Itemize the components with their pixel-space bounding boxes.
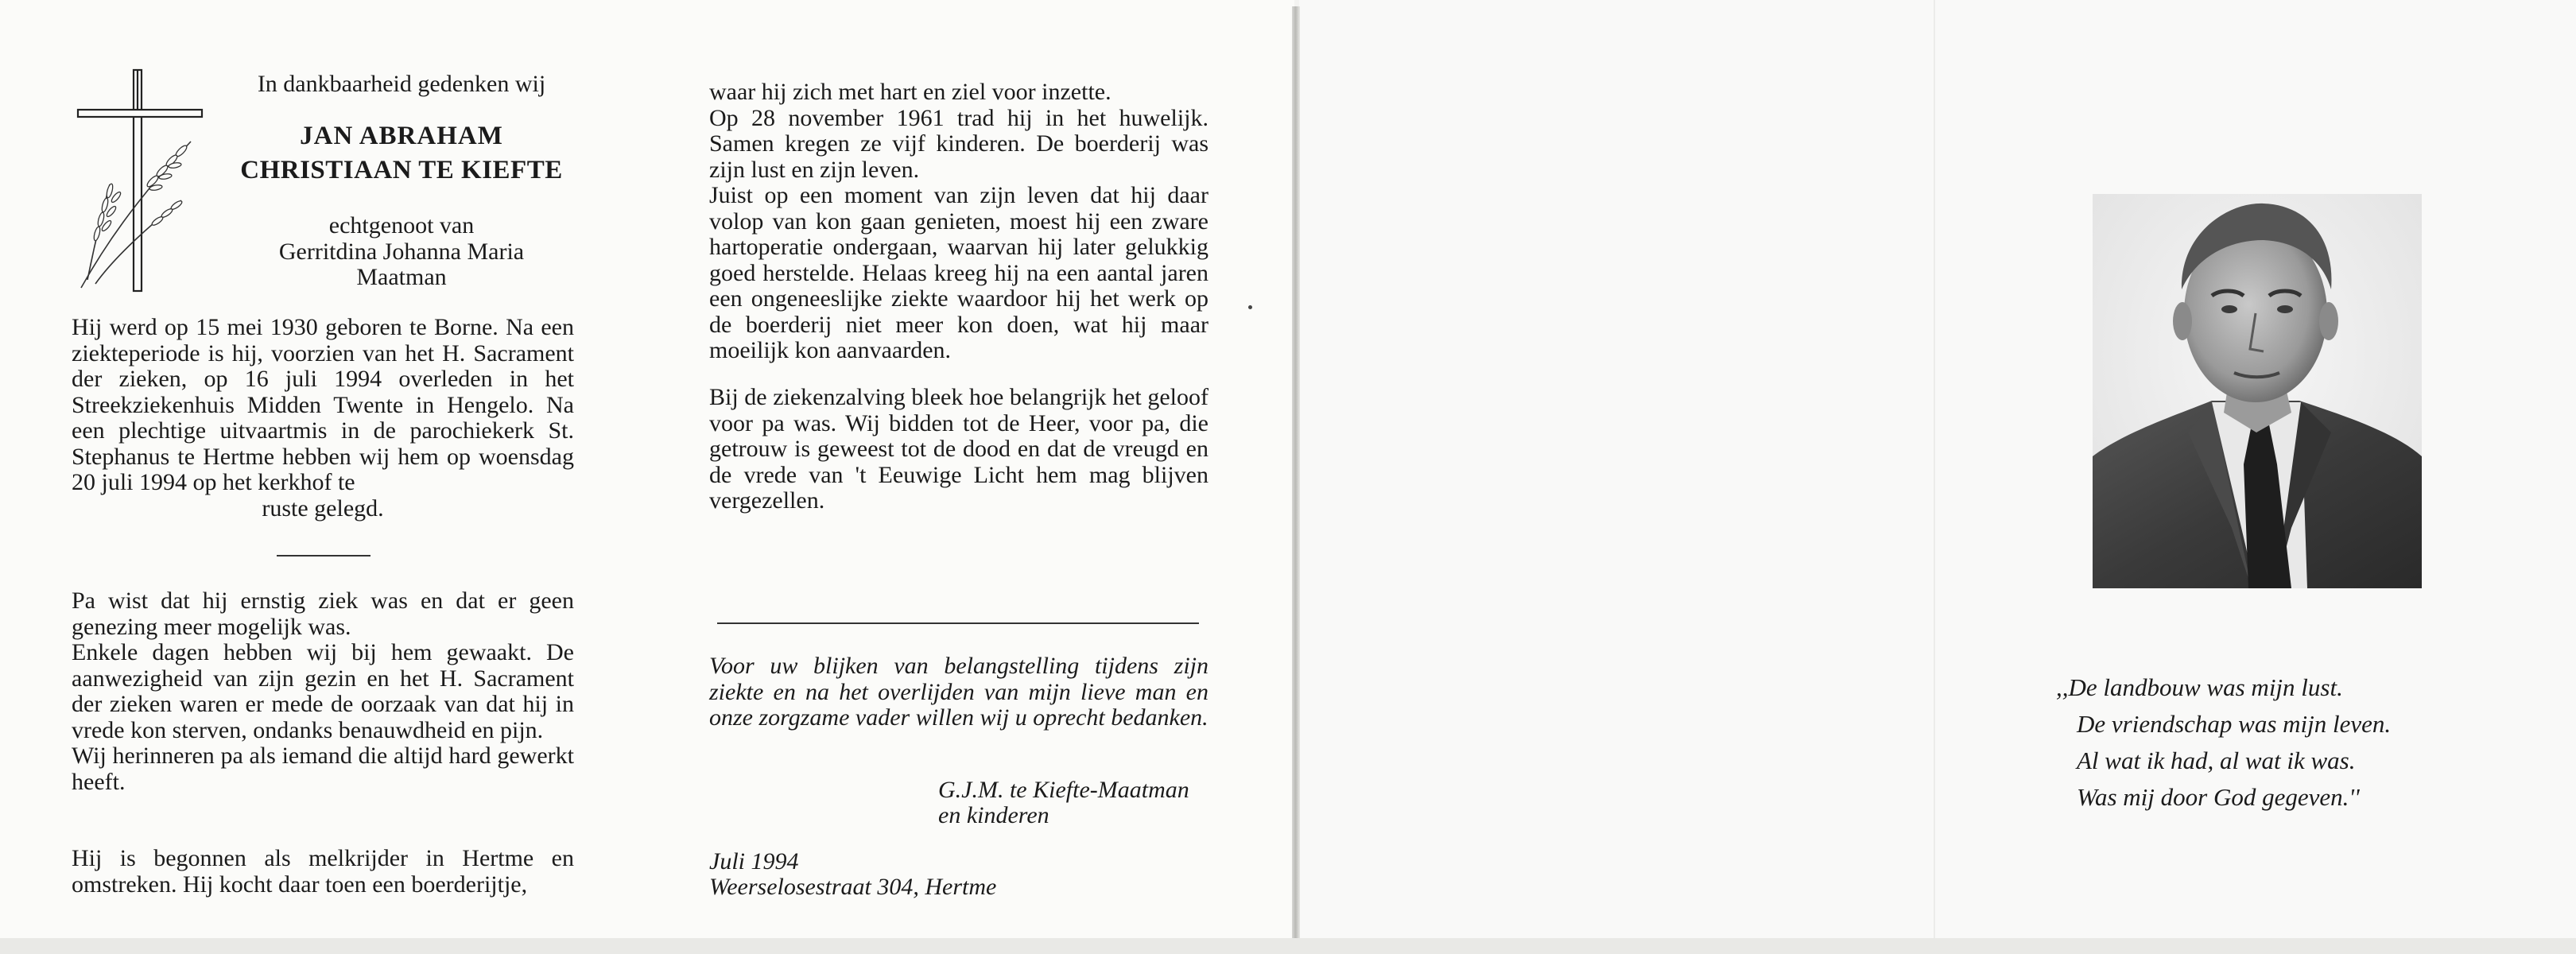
illness-text-3: Wij herinneren pa als iemand die altijd hard gewerkt heeft.	[72, 743, 574, 795]
spouse-name: Gerritdina Johanna Maria	[278, 238, 525, 265]
biography-text: Hij werd op 15 mei 1930 geboren te Borne. Na een ziekteperiode is hij, voorzien van het H. Sacrament der zieken, op 16 juli 1994 overleden in het Streekziekenhuis Midden Twente in Hengelo. Na een plechtige uitvaartmis in de parochiekerk St. Stephanus te Hertme hebben wij hem op woensdag 20 juli 1994 op het kerkhof te	[72, 314, 574, 495]
divider-long	[717, 622, 1199, 624]
intro-line: In dankbaarheid gedenken wij	[257, 71, 546, 97]
biography-last-line: ruste gelegd.	[262, 494, 384, 522]
illness-text-1: Pa wist dat hij ernstig ziek was en dat er geen genezing meer mogelijk was.	[72, 588, 574, 640]
portrait-photo	[2093, 194, 2422, 588]
life-paragraph	[709, 80, 1208, 364]
faith-paragraph	[709, 385, 1208, 514]
deceased-name-line-2: CHRISTIAAN TE KIEFTE	[240, 156, 563, 184]
life-text-1: waar hij zich met hart en ziel voor inzette.	[709, 79, 1111, 105]
spouse-surname: Maatman	[356, 264, 447, 290]
career-paragraph	[72, 846, 574, 898]
faith-text: Bij de ziekenzalving bleek hoe belangrijk het geloof voor pa was. Wij bidden tot de Heer, voor pa, die getrouw is geweest tot de dood en dat de vreugd en de vrede van 't Eeuwige Licht hem mag blijven vergezellen.	[709, 384, 1208, 514]
spouse-label: echtgenoot van	[328, 212, 475, 238]
card-date: Juli 1994	[709, 848, 799, 874]
cross-icon	[72, 65, 215, 296]
scan-bottom-edge	[0, 938, 2576, 954]
life-text-2: Op 28 november 1961 trad hij in het huwelijk. Samen kregen ze vijf kinderen. De boerderij was zijn lust en zijn leven.	[709, 104, 1208, 183]
divider-short	[277, 555, 370, 556]
deceased-name-line-1: JAN ABRAHAM	[300, 122, 503, 150]
quote-line-2: De vriendschap was mijn leven.	[2077, 710, 2392, 738]
quote-line-4: Was mij door God gegeven.''	[2077, 783, 2360, 811]
quote-line-3: Al wat ik had, al wat ik was.	[2077, 747, 2356, 774]
signature-family: en kinderen	[938, 802, 1049, 828]
career-text: Hij is begonnen als melkrijder in Hertme en omstreken. Hij kocht daar toen een boerderijtje,	[72, 845, 574, 898]
illness-paragraph	[72, 588, 574, 795]
scan-speck	[1248, 305, 1252, 309]
thanks-paragraph	[709, 653, 1208, 731]
spouse-block	[231, 213, 572, 291]
thanks-text: Voor uw blijken van belangstelling tijdens zijn ziekte en na het overlijden van mijn lieve man en onze zorgzame vader willen wij u oprecht bedanken.	[709, 653, 1208, 731]
illness-text-2: Enkele dagen hebben wij bij hem gewaakt. De aanwezigheid van zijn gezin en het H. Sacrament der zieken waren er mede de oorzaak van dat hij in vrede kon sterven, ondanks benauwdheid en pijn.	[72, 639, 574, 743]
card-fold-right	[1934, 0, 1935, 946]
family-address: Weerselosestraat 304, Hertme	[709, 874, 997, 900]
signature-name: G.J.M. te Kiefte-Maatman	[938, 777, 1189, 803]
biography-paragraph	[72, 315, 574, 522]
life-text-3: Juist op een moment van zijn leven dat hij daar volop van kon gaan genieten, moest hij een zware hartoperatie ondergaan, waarvan hij later gelukkig goed herstelde. Helaas kreeg hij na een aantal jaren een ongeneeslijke ziekte waardoor hij het werk op de boerderij niet meer kon doen, wat hij maar moeilijk kon aanvaarden.	[709, 182, 1208, 363]
quote-line-1: ,,De landbouw was mijn lust.	[2056, 673, 2343, 701]
